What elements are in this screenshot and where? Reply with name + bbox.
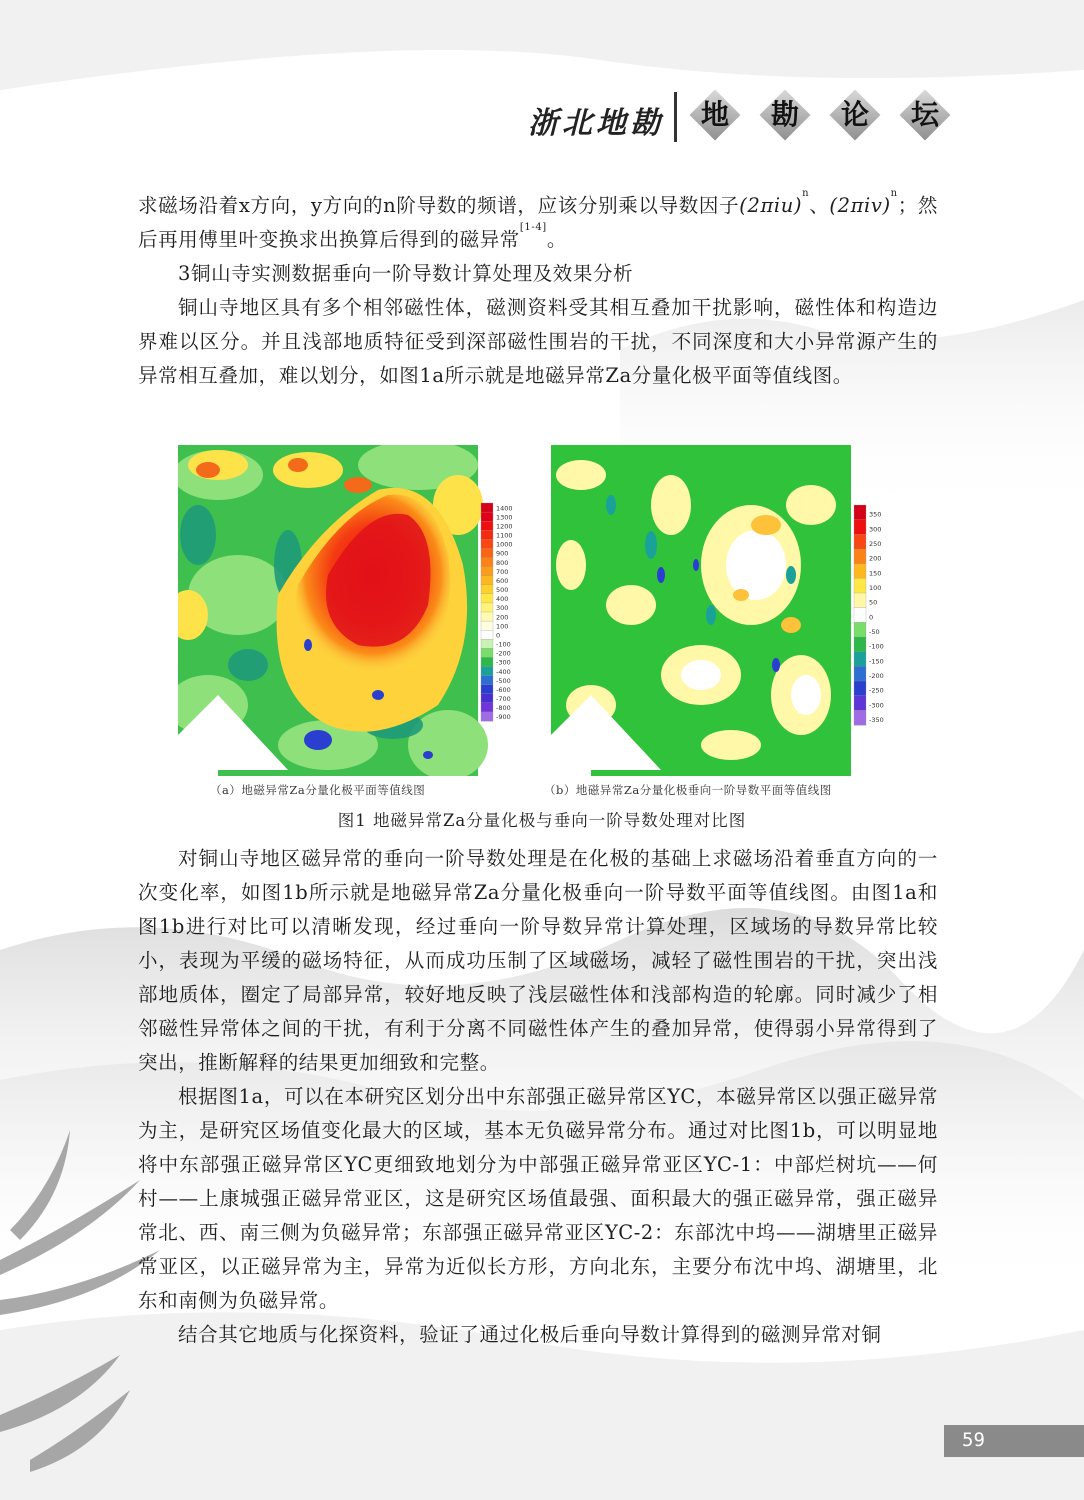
scale-label: 100 [869, 584, 882, 593]
scale-label: -800 [496, 704, 511, 713]
scale-label: -100 [496, 640, 511, 649]
scale-swatch [481, 630, 493, 639]
citation-ref: [1-4] [519, 222, 547, 233]
scale-label: 600 [496, 576, 509, 585]
figure-1b-caption: （b）地磁异常Za分量化极垂向一阶导数平面等值线图 [544, 783, 832, 797]
scale-swatch [854, 564, 866, 579]
scale-swatch [854, 549, 866, 564]
scale-swatch [481, 567, 493, 576]
scale-swatch [854, 710, 866, 725]
scale-swatch [481, 530, 493, 539]
text-block-bottom [138, 842, 938, 1352]
scale-swatch [854, 593, 866, 608]
scale-label: 1400 [496, 504, 513, 513]
scale-swatch [481, 694, 493, 703]
scale-label: 0 [869, 613, 874, 622]
scale-label: -100 [869, 642, 884, 651]
paragraph-2: 铜山寺地区具有多个相邻磁性体，磁测资料受其相互叠加干扰影响，磁性体和构造边界难以区分。并且浅部地质特征受到深部磁性围岩的干扰，不同深度和大小异常源产生的异常相互叠加，难以划分，如图1a所示就是地磁异常Za分量化极平面等值线图。 [138, 296, 938, 387]
scale-swatch [481, 667, 493, 676]
scale-label: -150 [869, 657, 884, 666]
scale-swatch [481, 548, 493, 557]
scale-swatch [481, 676, 493, 685]
scale-swatch [854, 622, 866, 637]
scale-label: 200 [869, 554, 882, 563]
figure-1a-caption: （a）地磁异常Za分量化极平面等值线图 [210, 783, 426, 797]
column-char-4: 坛 [900, 90, 950, 140]
scale-label: -300 [496, 658, 511, 667]
scale-label: 1000 [496, 540, 513, 549]
scale-swatch [481, 558, 493, 567]
scale-label: -300 [869, 701, 884, 710]
scale-swatch [481, 576, 493, 585]
scale-label: -400 [496, 667, 511, 676]
scale-swatch [481, 612, 493, 621]
scale-label: 300 [869, 525, 882, 534]
paragraph-1: 求磁场沿着x方向，y方向的n阶导数的频谱，应该分别乘以导数因子$(2\pi iu)^n$、$(2\pi iv)^n$；然后再用傅里叶变换求出换算后得到的磁异常[1-4]。 [138, 188, 938, 251]
scale-label: 800 [496, 558, 509, 567]
scale-label: -350 [869, 716, 884, 725]
section-heading: 3铜山寺实测数据垂向一阶导数计算处理及效果分析 [178, 262, 634, 285]
scale-swatch [481, 503, 493, 512]
column-char-3: 论 [830, 90, 880, 140]
scale-label: -600 [496, 685, 511, 694]
scale-swatch [481, 594, 493, 603]
scale-swatch [854, 608, 866, 623]
figure-1-caption: 图1 地磁异常Za分量化极与垂向一阶导数处理对比图 [337, 811, 747, 830]
scale-label: 400 [496, 595, 509, 604]
scale-swatch [481, 603, 493, 612]
color-scale-b [854, 505, 884, 725]
scale-label: 100 [496, 622, 509, 631]
scale-swatch [854, 696, 866, 711]
paragraph-5: 结合其它地质与化探资料，验证了通过化极后垂向导数计算得到的磁测异常对铜 [178, 1323, 882, 1346]
scale-label: 1200 [496, 522, 513, 531]
scale-swatch [481, 703, 493, 712]
scale-label: 350 [869, 510, 882, 519]
header-divider [674, 92, 677, 142]
scale-swatch [481, 539, 493, 548]
scale-swatch [854, 520, 866, 535]
scale-swatch [854, 681, 866, 696]
scale-swatch [854, 652, 866, 667]
column-char-2: 勘 [760, 90, 810, 140]
paragraph-3: 对铜山寺地区磁异常的垂向一阶导数处理是在化极的基础上求磁场沿着垂直方向的一次变化率，如图1b所示就是地磁异常Za分量化极垂向一阶导数平面等值线图。由图1a和图1b进行对比可以清晰发现，经过垂向一阶导数异常计算处理，区域场的导数异常比较小，表现为平缓的磁场特征，从而成功压制了区域磁场，减轻了磁性围岩的干扰，突出浅部地质体，圈定了局部异常，较好地反映了浅层磁性体和浅部构造的轮廓。同时减少了相邻磁性异常体之间的干扰，有利于分离不同磁性体产生的叠加异常，使得弱小异常得到了突出，推断解释的结果更加细致和完整。 [138, 847, 938, 1074]
scale-label: 0 [496, 631, 501, 640]
scale-label: -500 [496, 676, 511, 685]
scale-label: 500 [496, 586, 509, 595]
scale-swatch [481, 585, 493, 594]
figure-1a-contour-map [178, 445, 514, 776]
scale-swatch [481, 712, 493, 721]
scale-label: 150 [869, 569, 882, 578]
page-number: 59 [962, 1429, 985, 1451]
text-block-top [138, 189, 938, 393]
color-scale-a [481, 503, 513, 721]
scale-label: -250 [869, 686, 884, 695]
scale-label: 1300 [496, 513, 513, 522]
scale-label: 200 [496, 613, 509, 622]
scale-label: -700 [496, 695, 511, 704]
scale-label: -200 [869, 672, 884, 681]
scale-swatch [481, 521, 493, 530]
scale-swatch [481, 621, 493, 630]
scale-swatch [854, 666, 866, 681]
scale-label: -900 [496, 713, 511, 722]
scale-swatch [481, 512, 493, 521]
scale-swatch [854, 578, 866, 593]
scale-label: 900 [496, 549, 509, 558]
scale-label: -200 [496, 649, 511, 658]
scale-swatch [481, 685, 493, 694]
scale-label: 300 [496, 604, 509, 613]
page-number-box [944, 1425, 1084, 1457]
figure-1b-contour-map [551, 445, 887, 776]
scale-swatch [854, 505, 866, 520]
scale-label: 250 [869, 540, 882, 549]
scale-swatch [481, 639, 493, 648]
journal-title: 浙北地勘 [528, 106, 664, 141]
scale-swatch [854, 534, 866, 549]
scale-label: -50 [869, 628, 880, 637]
scale-label: 50 [869, 598, 878, 607]
scale-swatch [481, 648, 493, 657]
scale-label: 1100 [496, 531, 513, 540]
paragraph-4: 根据图1a，可以在本研究区划分出中东部强正磁异常区YC，本磁异常区以强正磁异常为主，是研究区场值变化最大的区域，基本无负磁异常分布。通过对比图1b，可以明显地将中东部强正磁异常区YC更细致地划分为中部强正磁异常亚区YC-1：中部烂树坑——何村——上康城强正磁异常亚区，这是研究区场值最强、面积最大的强正磁异常，强正磁异常北、西、南三侧为负磁异常；东部强正磁异常亚区YC-2：东部沈中坞——湖塘里正磁异常亚区，以正磁异常为主，异常为近似长方形，方向北东，主要分布沈中坞、湖塘里，北东和南侧为负磁异常。 [138, 1085, 938, 1312]
scale-swatch [481, 657, 493, 666]
scale-label: 700 [496, 567, 509, 576]
column-char-1: 地 [690, 90, 740, 140]
scale-swatch [854, 637, 866, 652]
